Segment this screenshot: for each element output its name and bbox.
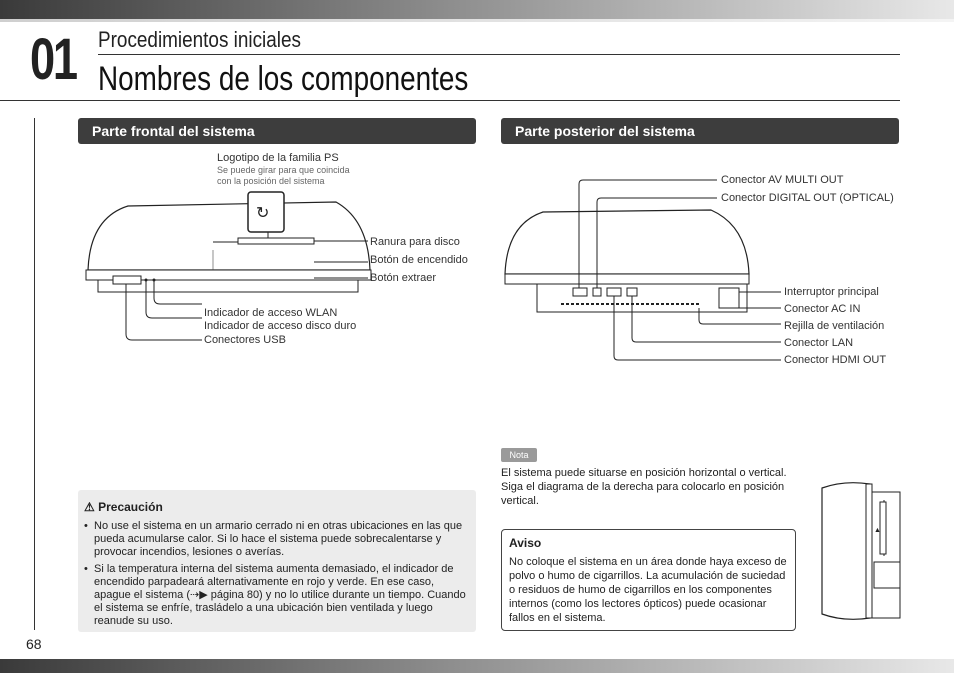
- caution-bullet-2: [94, 563, 466, 628]
- rear-diagram: [501, 176, 791, 366]
- caution-bullet-dot-2: •: [84, 563, 88, 575]
- caution-bullet-2b: página 80) y no lo utilice durante un tiempo. Cuando el sistema se enfríe, trasládelo a una ubicación bien ventilada y luego reanude su uso.: [94, 589, 466, 627]
- usb-connectors-label: Conectores USB: [204, 334, 286, 346]
- hdmi-out-label: Conector HDMI OUT: [784, 354, 887, 366]
- notice-text: No coloque el sistema en un área donde haya exceso de polvo o humo de cigarrillos. La acumulación de suciedad o residuos de humo de cigarrillos en los componentes internos (como los lectores ópticos) puede ocasionar fallos en el sistema.: [509, 556, 787, 624]
- logo-sublabel-2: con la posición del sistema: [217, 176, 325, 186]
- rear-section-heading: Parte posterior del sistema: [501, 118, 899, 144]
- chapter-number: 01: [30, 27, 76, 92]
- footer-bar: [0, 659, 954, 673]
- logo-sublabel-1: Se puede girar para que coincida: [217, 165, 350, 175]
- margin-line: [34, 118, 35, 630]
- eject-button-label: Botón extraer: [370, 272, 437, 284]
- chapter-rule: [98, 54, 900, 55]
- svg-text:↻: ↻: [256, 203, 270, 222]
- warning-icon: ⚠: [84, 500, 95, 514]
- note-text: El sistema puede situarse en posición horizontal o vertical. Siga el diagrama de la derecha para colocarlo en posición vertical.: [501, 467, 787, 507]
- logo-label: Logotipo de la familia PS: [217, 152, 339, 164]
- caution-bullet-dot-1: •: [84, 520, 88, 532]
- caution-bullet-1: No use el sistema en un armario cerrado ni en otras ubicaciones en las que pueda acumularse calor. Si lo hace el sistema puede sobrecalentarse y provocar incendios, lesiones o averías.: [94, 520, 463, 558]
- page-title: Nombres de los componentes: [98, 60, 469, 98]
- page-number: 68: [26, 636, 42, 652]
- svg-text:▲: ▲: [874, 527, 881, 534]
- chapter-title: Procedimientos iniciales: [98, 27, 301, 52]
- vent-label: Rejilla de ventilación: [784, 320, 885, 332]
- vertical-console-diagram: [814, 478, 910, 624]
- title-rule: [0, 100, 900, 101]
- notice-title: Aviso: [509, 536, 542, 550]
- page-reference-arrow-icon: ⇢▶: [190, 589, 211, 601]
- note-badge: Nota: [501, 448, 537, 462]
- front-section-heading: Parte frontal del sistema: [78, 118, 476, 144]
- disc-slot-label: Ranura para disco: [370, 236, 460, 248]
- caution-title: [84, 500, 163, 514]
- power-button-label: Botón de encendido: [370, 254, 468, 266]
- wlan-indicator-label: Indicador de acceso WLAN: [204, 307, 338, 319]
- ac-in-label: Conector AC IN: [784, 303, 861, 315]
- digital-out-label: Conector DIGITAL OUT (OPTICAL): [721, 192, 894, 204]
- hdd-indicator-label: Indicador de acceso disco duro: [204, 320, 357, 332]
- lan-label: Conector LAN: [784, 337, 854, 349]
- caution-bullet-2a: Si la temperatura interna del sistema aumenta demasiado, el indicador de encendido parpadeará alternativamente en rojo y verde. En ese caso, apague el sistema (: [94, 563, 454, 601]
- caution-title-text: Precaución: [98, 500, 163, 514]
- av-multi-out-label: Conector AV MULTI OUT: [721, 174, 844, 186]
- header-bar-accent: [0, 19, 954, 22]
- main-switch-label: Interruptor principal: [784, 286, 879, 298]
